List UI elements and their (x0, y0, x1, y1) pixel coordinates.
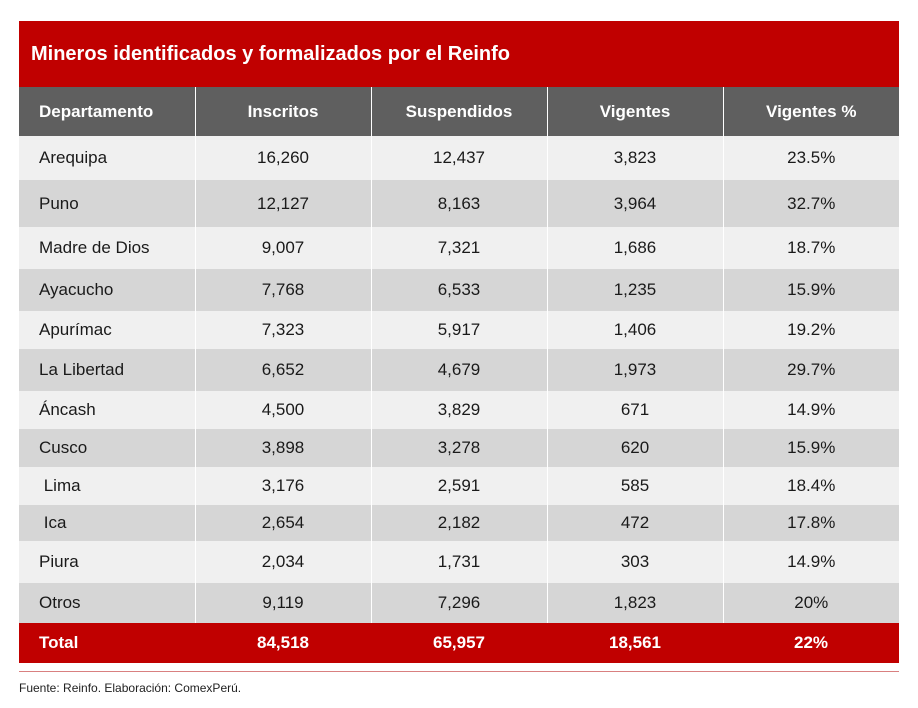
cell-inscritos: 4,500 (195, 391, 371, 429)
table-row (19, 311, 899, 349)
cell-suspendidos: 5,917 (371, 311, 547, 349)
cell-vigentes-pct: 29.7% (723, 349, 899, 391)
cell-suspendidos: 7,296 (371, 583, 547, 623)
cell-vigentes-pct: 15.9% (723, 429, 899, 467)
cell-departamento: Ica (19, 505, 195, 541)
footer-divider (19, 671, 899, 672)
cell-departamento: Madre de Dios (19, 227, 195, 269)
table-row (19, 269, 899, 311)
cell-vigentes-pct: 15.9% (723, 269, 899, 311)
source-note: Fuente: Reinfo. Elaboración: ComexPerú. (19, 681, 242, 695)
cell-inscritos: 2,034 (195, 541, 371, 583)
table-row (19, 391, 899, 429)
cell-departamento: Cusco (19, 429, 195, 467)
cell-departamento: Apurímac (19, 311, 195, 349)
cell-suspendidos: 3,278 (371, 429, 547, 467)
cell-suspendidos: 6,533 (371, 269, 547, 311)
cell-departamento: Arequipa (19, 136, 195, 180)
total-row (19, 623, 899, 663)
cell-suspendidos: 4,679 (371, 349, 547, 391)
table-row (19, 180, 899, 227)
cell-departamento: Otros (19, 583, 195, 623)
total-vigentes-pct: 22% (723, 623, 899, 663)
cell-vigentes: 1,973 (547, 349, 723, 391)
cell-departamento: Piura (19, 541, 195, 583)
column-header-vigentes-pct: Vigentes % (723, 87, 899, 136)
cell-suspendidos: 7,321 (371, 227, 547, 269)
cell-vigentes-pct: 14.9% (723, 541, 899, 583)
cell-vigentes: 303 (547, 541, 723, 583)
table-row (19, 505, 899, 541)
table-row (19, 349, 899, 391)
cell-departamento: Áncash (19, 391, 195, 429)
cell-vigentes: 671 (547, 391, 723, 429)
cell-vigentes: 3,964 (547, 180, 723, 227)
cell-suspendidos: 2,591 (371, 467, 547, 505)
cell-inscritos: 16,260 (195, 136, 371, 180)
cell-vigentes: 585 (547, 467, 723, 505)
cell-suspendidos: 1,731 (371, 541, 547, 583)
cell-inscritos: 3,898 (195, 429, 371, 467)
column-header-inscritos: Inscritos (195, 87, 371, 136)
cell-inscritos: 7,768 (195, 269, 371, 311)
cell-departamento: Lima (19, 467, 195, 505)
cell-inscritos: 12,127 (195, 180, 371, 227)
cell-inscritos: 9,119 (195, 583, 371, 623)
table-body (19, 136, 899, 623)
header-row (19, 87, 899, 136)
cell-inscritos: 3,176 (195, 467, 371, 505)
total-inscritos: 84,518 (195, 623, 371, 663)
cell-vigentes: 1,235 (547, 269, 723, 311)
cell-vigentes: 3,823 (547, 136, 723, 180)
column-header-suspendidos: Suspendidos (371, 87, 547, 136)
cell-departamento: La Libertad (19, 349, 195, 391)
table-card (19, 21, 899, 663)
cell-vigentes-pct: 20% (723, 583, 899, 623)
cell-vigentes: 1,406 (547, 311, 723, 349)
cell-vigentes-pct: 17.8% (723, 505, 899, 541)
cell-suspendidos: 3,829 (371, 391, 547, 429)
total-label: Total (19, 623, 195, 663)
data-table (19, 87, 899, 663)
cell-departamento: Puno (19, 180, 195, 227)
cell-vigentes: 620 (547, 429, 723, 467)
column-header-vigentes: Vigentes (547, 87, 723, 136)
cell-vigentes-pct: 14.9% (723, 391, 899, 429)
table-title: Mineros identificados y formalizados por el Reinfo (19, 21, 899, 87)
cell-vigentes: 1,686 (547, 227, 723, 269)
total-suspendidos: 65,957 (371, 623, 547, 663)
cell-suspendidos: 2,182 (371, 505, 547, 541)
total-vigentes: 18,561 (547, 623, 723, 663)
cell-inscritos: 9,007 (195, 227, 371, 269)
cell-inscritos: 6,652 (195, 349, 371, 391)
cell-suspendidos: 12,437 (371, 136, 547, 180)
cell-vigentes: 472 (547, 505, 723, 541)
cell-vigentes-pct: 18.4% (723, 467, 899, 505)
cell-vigentes-pct: 18.7% (723, 227, 899, 269)
table-row (19, 541, 899, 583)
cell-departamento: Ayacucho (19, 269, 195, 311)
cell-vigentes-pct: 23.5% (723, 136, 899, 180)
cell-inscritos: 2,654 (195, 505, 371, 541)
table-row (19, 467, 899, 505)
cell-vigentes-pct: 32.7% (723, 180, 899, 227)
cell-suspendidos: 8,163 (371, 180, 547, 227)
table-row (19, 583, 899, 623)
cell-inscritos: 7,323 (195, 311, 371, 349)
column-header-departamento: Departamento (19, 87, 195, 136)
table-row (19, 136, 899, 180)
cell-vigentes-pct: 19.2% (723, 311, 899, 349)
table-row (19, 227, 899, 269)
table-row (19, 429, 899, 467)
cell-vigentes: 1,823 (547, 583, 723, 623)
